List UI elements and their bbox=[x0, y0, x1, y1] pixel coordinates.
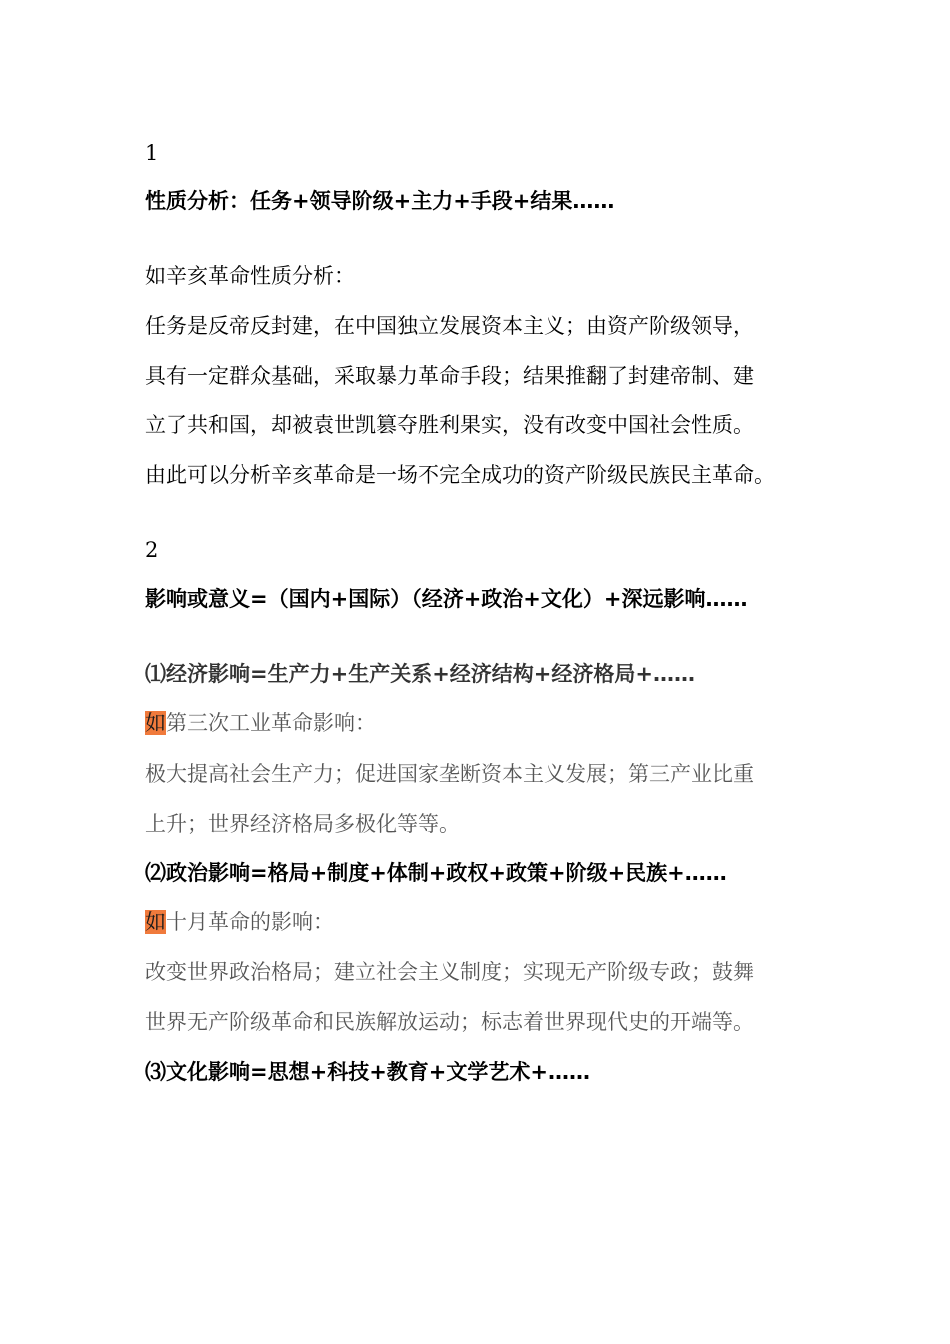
body-line: 改变世界政治格局；建立社会主义制度；实现无产阶级专政；鼓舞 bbox=[145, 960, 754, 984]
body-line: 上升；世界经济格局多极化等等。 bbox=[145, 812, 460, 836]
body-line: 由此可以分析辛亥革命是一场不完全成功的资产阶级民族民主革命。 bbox=[145, 463, 775, 487]
subheading-economic: ⑴经济影响=生产力+生产关系+经济结构+经济格局+…… bbox=[145, 662, 695, 686]
section-number-2: 2 bbox=[145, 538, 159, 562]
section-number-1: 1 bbox=[145, 141, 159, 165]
section-heading-nature-analysis: 性质分析：任务+领导阶级+主力+手段+结果…… bbox=[145, 189, 615, 213]
example-prefix-highlighted: 如 bbox=[145, 910, 166, 934]
body-line: 任务是反帝反封建，在中国独立发展资本主义；由资产阶级领导， bbox=[145, 314, 754, 338]
subheading-political: ⑵政治影响=格局+制度+体制+政权+政策+阶级+民族+…… bbox=[145, 861, 727, 885]
example-prefix: 如 bbox=[145, 264, 166, 288]
body-line: 立了共和国，却被袁世凯篡夺胜利果实，没有改变中国社会性质。 bbox=[145, 413, 754, 437]
body-line: 世界无产阶级革命和民族解放运动；标志着世界现代史的开端等。 bbox=[145, 1010, 754, 1034]
example-title-text: 第三次工业革命影响： bbox=[166, 711, 376, 735]
example-title-xinhai bbox=[145, 262, 355, 290]
example-title-third-industrial bbox=[145, 709, 376, 737]
example-title-text: 十月革命的影响： bbox=[166, 910, 334, 934]
body-line: 极大提高社会生产力；促进国家垄断资本主义发展；第三产业比重 bbox=[145, 762, 754, 786]
subheading-cultural: ⑶文化影响=思想+科技+教育+文学艺术+…… bbox=[145, 1060, 590, 1084]
section-heading-influence: 影响或意义=（国内+国际）（经济+政治+文化）+深远影响…… bbox=[145, 587, 748, 611]
example-title-october-revolution bbox=[145, 908, 334, 936]
example-title-text: 辛亥革命性质分析： bbox=[166, 264, 355, 288]
example-prefix-highlighted: 如 bbox=[145, 711, 166, 735]
body-line: 具有一定群众基础，采取暴力革命手段；结果推翻了封建帝制、建 bbox=[145, 364, 754, 388]
